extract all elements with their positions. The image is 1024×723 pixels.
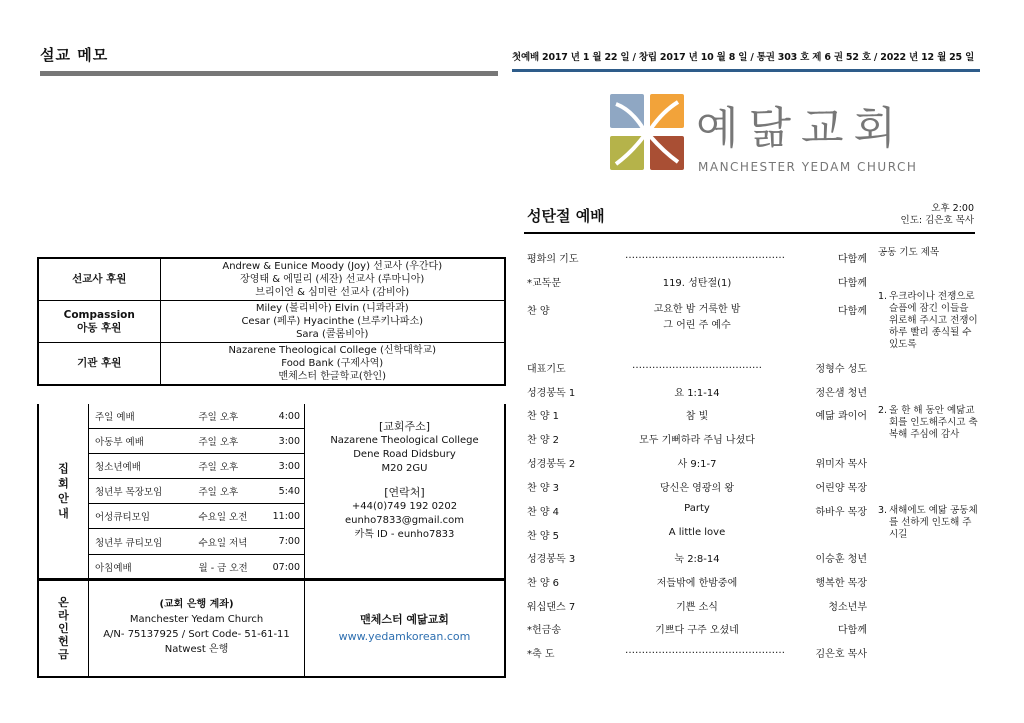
schedule-day: 수요일 저녁 [198, 537, 248, 549]
order-row [527, 574, 867, 590]
schedule-row [89, 454, 304, 479]
order-row [527, 479, 867, 495]
support-table [37, 257, 506, 386]
header-divider-blue [512, 69, 980, 72]
order-label: 찬 양 1 [527, 411, 560, 422]
order-content: 사 9:1-7 [677, 459, 717, 470]
bank-line: Natwest 은행 [164, 644, 229, 655]
order-content: A little love [668, 527, 726, 538]
order-label: 찬 양 4 [527, 507, 560, 518]
schedule-row [89, 404, 304, 429]
issue-info: 첫예배 2017 년 1 월 22 일 / 창립 2017 년 10 월 8 일 / 통권 303 호 제 6 권 52 호 / 2022 년 12 월 25 일 [512, 52, 975, 63]
schedule-day: 수요일 오전 [198, 512, 248, 524]
support-line: Miley (볼리비아) Elvin (니콰라과) [255, 303, 409, 314]
order-person: 청소년부 [828, 602, 867, 613]
support-line: Food Bank (구제사역) [281, 358, 384, 369]
prayer-requests [878, 247, 978, 540]
schedule-time: 07:00 [272, 561, 300, 573]
order-row [527, 407, 867, 423]
address-line: Nazarene Theological College [330, 435, 479, 446]
schedule-time: 3:00 [278, 460, 300, 472]
order-label: 성경봉독 2 [527, 459, 576, 470]
order-label: 대표기도 [527, 364, 566, 375]
order-label: 찬 양 [527, 306, 550, 317]
order-content: 저들밖에 한밤중에 [656, 578, 738, 589]
logo-name-en: MANCHESTER YEDAM CHURCH [698, 160, 918, 174]
sermon-memo-header [40, 44, 498, 76]
church-name: 맨체스터 예닮교회 [360, 613, 449, 626]
bank-title: (교회 은행 계좌) [159, 599, 234, 610]
contact-line: 카톡 ID - eunho7833 [354, 529, 455, 540]
support-line: Andrew & Eunice Moody (Joy) 선교사 (우간다) [222, 261, 443, 272]
order-label: 성경봉독 1 [527, 388, 576, 399]
service-divider [524, 232, 975, 234]
order-row [527, 598, 867, 614]
bank-line: A/N- 75137925 / Sort Code- 51-61-11 [103, 629, 290, 640]
support-row-missionary [38, 258, 505, 301]
prayer-num: 2. [878, 405, 888, 416]
order-content: 당신은 영광의 왕 [660, 483, 734, 494]
order-person: 김은호 목사 [815, 649, 867, 660]
order-person: 다함께 [838, 254, 867, 265]
schedule-name: 아동부 예배 [95, 437, 144, 449]
prayer-item [878, 405, 978, 441]
service-time-info [901, 203, 974, 227]
prayer-text: 새해에도 예닮 공동체를 선하게 인도해 주시길 [889, 505, 978, 540]
support-line: Cesar (페루) Hyacinthe (브루키나파소) [241, 316, 424, 327]
schedule-name: 청년부 큐티모임 [95, 537, 163, 549]
church-contact [305, 581, 504, 676]
support-category: 선교사 후원 [38, 258, 160, 301]
contact-title: [연락처] [384, 486, 425, 499]
prayer-item [878, 505, 978, 541]
order-row [527, 527, 867, 543]
schedule-row [89, 555, 304, 580]
order-content [625, 302, 769, 334]
order-content: 기쁜 소식 [676, 602, 718, 613]
order-content: 모두 기뻐하라 주님 나셨다 [639, 435, 755, 446]
gatherings-section [37, 404, 506, 580]
schedule-name: 청년부 목장모임 [95, 487, 163, 499]
schedule-time: 3:00 [278, 435, 300, 447]
order-content: 눅 2:8-14 [674, 554, 720, 565]
order-person: 하바우 목장 [815, 507, 867, 518]
order-content: ………………………………… [632, 360, 762, 371]
prayer-text: 우크라이나 전쟁으로 슬픔에 잠긴 이들을 위로해 주시고 전쟁이 하루 빨리 종식될 수 있도록 [889, 291, 978, 350]
order-content: 참 빛 [685, 411, 709, 422]
order-person: 다함께 [838, 278, 867, 289]
order-row [527, 550, 867, 566]
order-row [527, 360, 867, 376]
support-category: 기관 후원 [38, 343, 160, 386]
order-label: 찬 양 3 [527, 483, 560, 494]
service-title: 성탄절 예배 [527, 207, 605, 225]
order-content: Party [684, 503, 710, 514]
gatherings-label: 집회안내 [58, 462, 69, 520]
order-row [527, 431, 867, 447]
prayer-num: 3. [878, 505, 888, 516]
order-content: 119. 성탄절(1) [662, 278, 732, 289]
schedule-name: 청소년예배 [95, 462, 141, 474]
order-label: 성경봉독 3 [527, 554, 576, 565]
contact-line: eunho7833@gmail.com [344, 515, 465, 526]
church-logo [608, 92, 918, 180]
support-list [160, 343, 505, 386]
order-person: 다함께 [838, 306, 867, 317]
schedule-row [89, 504, 304, 529]
order-person: 예닮 콰이어 [815, 411, 867, 422]
support-list [160, 258, 505, 301]
order-label: *교독문 [527, 278, 561, 289]
order-person: 정형수 성도 [815, 364, 867, 375]
schedule-list [89, 404, 305, 578]
order-label: 워십댄스 7 [527, 602, 576, 613]
order-row [527, 503, 867, 519]
logo-mark-icon [608, 92, 688, 174]
service-leader: 인도: 김은호 목사 [900, 215, 974, 226]
church-address [305, 404, 504, 578]
support-row-institution [38, 343, 505, 386]
prayer-num: 1. [878, 291, 888, 302]
order-content-line: 그 어린 주 예수 [663, 320, 731, 331]
address-line: M20 2GU [381, 463, 428, 474]
support-list [160, 301, 505, 343]
support-category [38, 301, 160, 343]
order-label: 평화의 기도 [527, 254, 579, 265]
order-row [527, 645, 867, 661]
schedule-day: 주일 오후 [198, 487, 239, 499]
order-content: 요 1:1-14 [674, 388, 720, 399]
order-row [527, 302, 867, 336]
address-title: [교회주소] [378, 420, 431, 433]
support-line: Nazarene Theological College (신학대학교) [228, 345, 437, 356]
schedule-day: 주일 오후 [198, 462, 239, 474]
schedule-row [89, 529, 304, 554]
order-person: 행복한 목장 [815, 578, 867, 589]
order-label: *축 도 [527, 649, 555, 660]
schedule-time: 5:40 [278, 485, 300, 497]
order-content: 기쁘다 구주 오셨네 [655, 625, 739, 636]
order-person: 어린양 목장 [815, 483, 867, 494]
contact-line: +44(0)749 192 0202 [351, 501, 458, 512]
prayer-item [878, 291, 978, 351]
order-label: 찬 양 6 [527, 578, 560, 589]
support-line: 장영태 & 에밀리 (세잔) 선교사 (루마니아) [240, 274, 425, 285]
order-content: ………………………………………… [625, 645, 785, 656]
support-row-compassion [38, 301, 505, 343]
order-content-line: 고요한 밤 거룩한 밤 [653, 304, 741, 315]
order-row [527, 384, 867, 400]
order-label: 찬 양 5 [527, 531, 560, 542]
schedule-time: 7:00 [278, 536, 300, 548]
schedule-day: 주일 오후 [198, 412, 239, 424]
order-row [527, 274, 867, 290]
schedule-name: 어성큐티모임 [95, 512, 151, 524]
order-person: 위미자 목사 [815, 459, 867, 470]
address-line: Dene Road Didsbury [353, 449, 456, 460]
order-content: ………………………………………… [625, 250, 785, 261]
order-row [527, 455, 867, 471]
bank-account [89, 581, 305, 676]
order-label: 찬 양 2 [527, 435, 560, 446]
logo-name-ko: 예닮교회 [696, 103, 907, 154]
schedule-row [89, 479, 304, 504]
support-line: 맨체스터 한글학교(한인) [278, 371, 387, 382]
online-offering-section [37, 580, 506, 678]
prayer-title: 공동 기도 제목 [878, 247, 940, 258]
schedule-day: 월 - 금 오전 [198, 563, 248, 575]
order-person: 정은샘 청년 [815, 388, 867, 399]
support-category-line: Compassion 아동 후원 [63, 308, 135, 334]
schedule-time: 4:00 [278, 410, 300, 422]
schedule-name: 주일 예배 [95, 412, 135, 424]
order-label: *헌금송 [527, 625, 561, 636]
support-line: Sara (콜롬비아) [296, 329, 369, 340]
gatherings-label-cell [39, 404, 89, 578]
schedule-row [89, 429, 304, 454]
online-label: 온라인헌금 [58, 596, 69, 661]
schedule-day: 주일 오후 [198, 437, 239, 449]
order-row [527, 621, 867, 637]
support-line: 브리이언 & 심미란 선교사 (감비아) [255, 287, 410, 298]
order-row [527, 250, 867, 266]
schedule-name: 아침예배 [95, 563, 132, 575]
service-time: 오후 2:00 [931, 203, 974, 214]
bulletin-issue-header [512, 49, 980, 72]
header-divider [40, 71, 498, 76]
bank-line: Manchester Yedam Church [129, 614, 264, 625]
online-label-cell [39, 581, 89, 676]
order-person: 이승훈 청년 [815, 554, 867, 565]
sermon-memo-title: 설교 메모 [40, 46, 109, 64]
order-person: 다함께 [838, 625, 867, 636]
church-website-link[interactable]: www.yedamkorean.com [338, 630, 471, 643]
prayer-text: 올 한 해 동안 예닮교회를 인도해주시고 축복해 주심에 감사 [889, 405, 978, 440]
schedule-time: 11:00 [272, 510, 300, 522]
